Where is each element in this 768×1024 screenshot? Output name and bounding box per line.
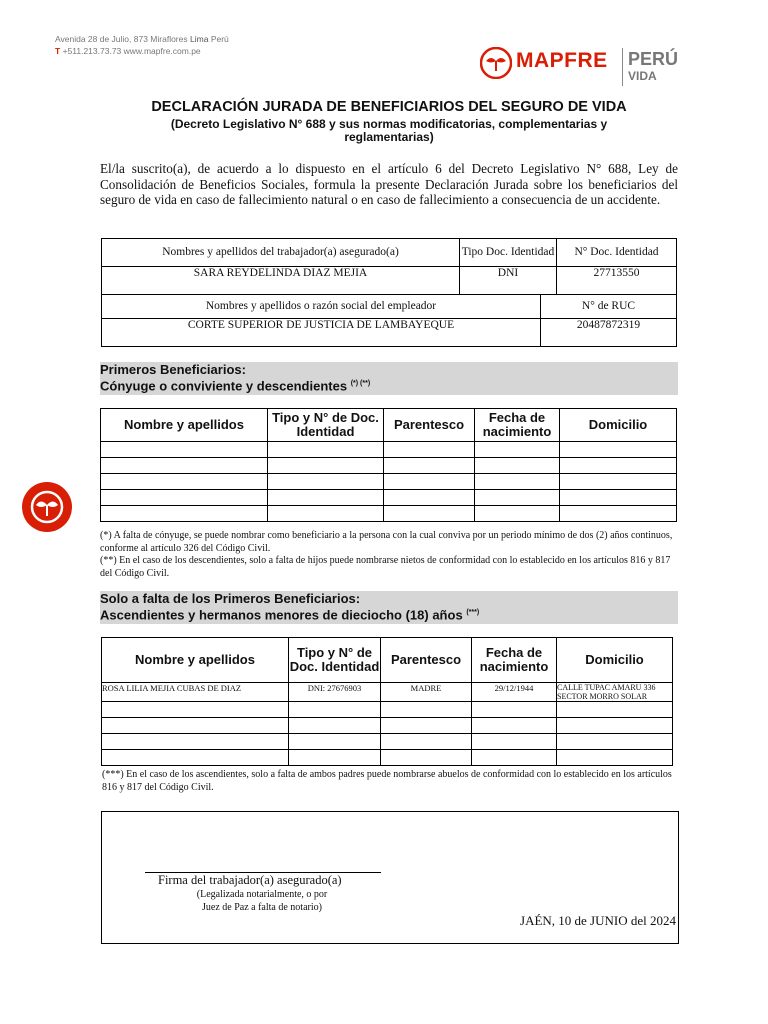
- beneficiaries2-table: [101, 637, 673, 766]
- table-row: [102, 683, 673, 702]
- employer-name: CORTE SUPERIOR DE JUSTICIA DE LAMBAYEQUE: [102, 319, 541, 347]
- signature-note: (Legalizada notarialmente, o por Juez de Paz a falta de notario): [196, 889, 328, 913]
- employer-ruc: 20487872319: [541, 319, 677, 347]
- table-row: [101, 458, 677, 474]
- col-relation: Parentesco: [381, 638, 472, 683]
- col-birth: Fecha de nacimiento: [475, 409, 560, 442]
- worker-doc-type: DNI: [460, 267, 557, 295]
- beneficiary-address: CALLE TUPAC AMARU 336 SECTOR MORRO SOLAR: [557, 683, 673, 702]
- table-row: [101, 506, 677, 522]
- doc-number-label: N° Doc. Identidad: [557, 239, 677, 267]
- worker-name-label: Nombres y apellidos del trabajador(a) asegurado(a): [102, 239, 460, 267]
- worker-table: [101, 238, 677, 347]
- mapfre-logo: MAPFRE PERÚ VIDA: [480, 46, 690, 88]
- table-row: [101, 442, 677, 458]
- section1-note1: (*) A falta de cónyuge, se puede nombrar como beneficiario a la persona con la cual conviva por un periodo mínimo de dos (2) años continuos, conforme al artículo 326 del Código Civil.: [100, 530, 673, 554]
- beneficiary-name: ROSA LILIA MEJIA CUBAS DE DIAZ: [102, 683, 289, 702]
- company-address: Avenida 28 de Julio, 873 Miraflores Lima Perú: [55, 34, 229, 44]
- table-row: [102, 702, 673, 718]
- document-subtitle: (Decreto Legislativo N° 688 y sus normas modificatorias, complementarias y reglamentarias): [170, 117, 608, 144]
- col-name: Nombre y apellidos: [101, 409, 268, 442]
- signature-label: Firma del trabajador(a) asegurado(a): [158, 873, 342, 887]
- col-doc: Tipo y N° de Doc. Identidad: [289, 638, 381, 683]
- section1-note2: (**) En el caso de los descendientes, solo a falta de hijos puede nombrarse nietos de conformidad con lo establecido en los artículos 816 y 817 del Código Civil.: [100, 555, 671, 579]
- section2-note: (***) En el caso de los ascendientes, solo a falta de ambos padres puede nombrarse abuelos de conformidad con lo establecido en los artículos 816 y 817 del Código Civil.: [102, 769, 672, 793]
- company-contact: T +511.213.73.73 www.mapfre.com.pe: [55, 46, 201, 56]
- logo-divider: [622, 48, 623, 86]
- worker-doc-number: 27713550: [557, 267, 677, 295]
- beneficiaries1-table: [100, 408, 677, 522]
- table-row: [102, 718, 673, 734]
- col-address: Domicilio: [557, 638, 673, 683]
- col-address: Domicilio: [560, 409, 677, 442]
- document-title: DECLARACIÓN JURADA DE BENEFICIARIOS DEL SEGURO DE VIDA: [151, 99, 627, 115]
- worker-name: SARA REYDELINDA DIAZ MEJIA: [102, 267, 460, 295]
- mapfre-emblem-icon: [480, 47, 512, 79]
- table-row: [102, 734, 673, 750]
- table-row: [102, 750, 673, 766]
- beneficiary-birth: 29/12/1944: [472, 683, 557, 702]
- intro-paragraph: El/la suscrito(a), de acuerdo a lo dispuesto en el artículo 6 del Decreto Legislativo N° 688, Ley de Consolidación de Beneficios Sociales, formula la presente Declaración Jurada sobre los beneficiarios del seguro de vida en caso de fallecimiento natural o en caso de fallecimiento a consecuencia de un accidente.: [100, 161, 678, 207]
- col-name: Nombre y apellidos: [102, 638, 289, 683]
- beneficiary-relation: MADRE: [381, 683, 472, 702]
- signature-box: [101, 811, 679, 944]
- ruc-label: N° de RUC: [541, 295, 677, 319]
- beneficiary-doc: DNI: 27676903: [289, 683, 381, 702]
- col-birth: Fecha de nacimiento: [472, 638, 557, 683]
- table-row: [101, 474, 677, 490]
- col-doc: Tipo y N° de Doc. Identidad: [268, 409, 384, 442]
- doc-type-label: Tipo Doc. Identidad: [460, 239, 557, 267]
- signature-date: JAÉN, 10 de JUNIO del 2024: [520, 913, 676, 928]
- table-row: [101, 490, 677, 506]
- section2-header: Solo a falta de los Primeros Beneficiarios: Ascendientes y hermanos menores de dieciocho (18) años (***): [100, 591, 678, 624]
- section1-header: Primeros Beneficiarios: Cónyuge o conviviente y descendientes (*) (**): [100, 362, 678, 395]
- col-relation: Parentesco: [384, 409, 475, 442]
- mapfre-side-emblem-icon: [22, 482, 72, 532]
- employer-label: Nombres y apellidos o razón social del empleador: [102, 295, 541, 319]
